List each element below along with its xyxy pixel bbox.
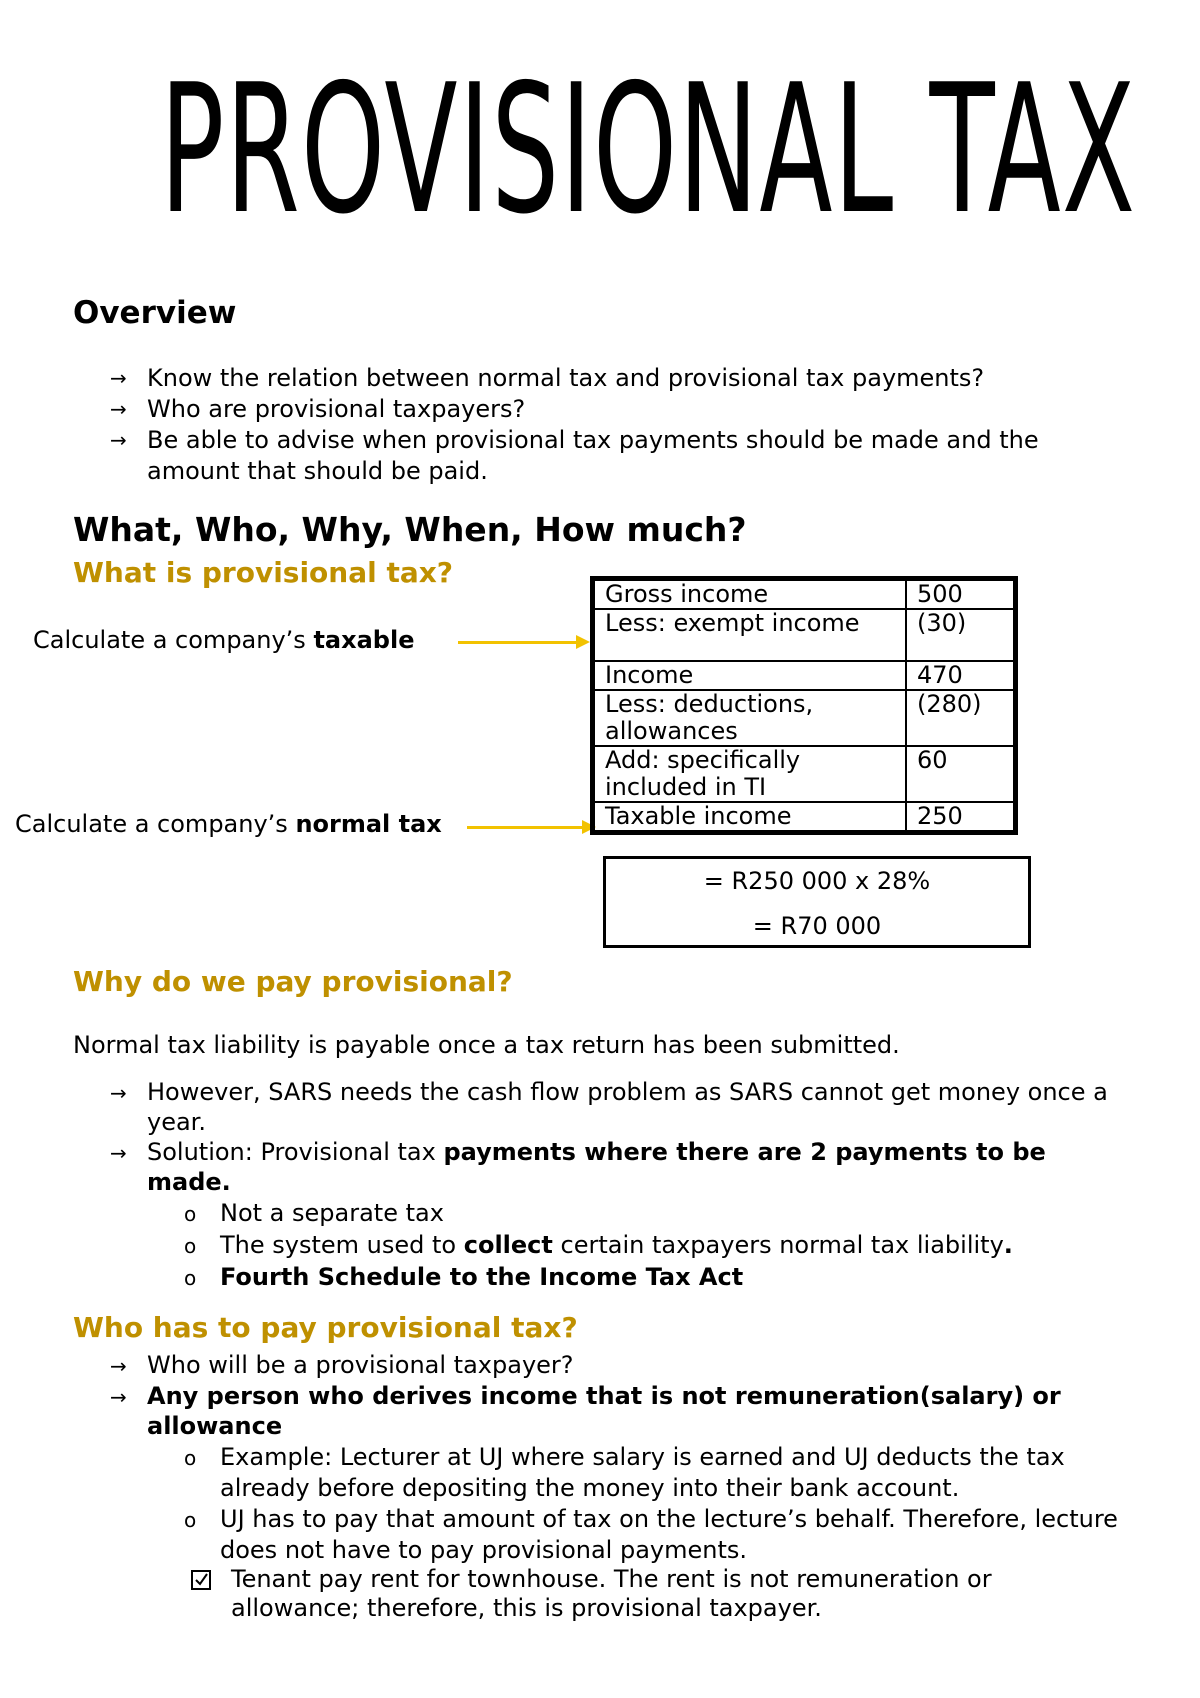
- table-cell-label: Gross income: [593, 579, 907, 610]
- arrow-bullet-icon: →: [110, 1141, 127, 1165]
- arrow-bullet-icon: →: [110, 428, 127, 452]
- who-subitem: UJ has to pay that amount of tax on the lecture’s behalf. Therefore, lecture: [220, 1505, 1118, 1533]
- table-cell-label: Less: deductions, allowances: [593, 690, 907, 746]
- why-item-continued: year.: [147, 1108, 206, 1136]
- circle-bullet-icon: o: [184, 1446, 197, 1470]
- table-cell-label: Taxable income: [593, 802, 907, 833]
- why-item: Solution: Provisional tax payments where there are 2 payments to be: [147, 1138, 1046, 1166]
- circle-bullet-icon: o: [184, 1266, 197, 1290]
- why-intro: Normal tax liability is payable once a tax return has been submitted.: [73, 1031, 900, 1059]
- who-subitem-continued: already before depositing the money into their bank account.: [220, 1474, 960, 1502]
- label-normal-tax: Calculate a company’s normal tax: [15, 810, 442, 838]
- table-cell-value: 60: [906, 746, 1016, 802]
- table-cell-value: (280): [906, 690, 1016, 746]
- table-row: [593, 609, 1016, 661]
- who-subitem: Example: Lecturer at UJ where salary is earned and UJ deducts the tax: [220, 1443, 1065, 1471]
- checked-box-icon: [191, 1570, 211, 1590]
- table-row: [593, 802, 1016, 833]
- who-item: Any person who derives income that is not remuneration(salary) or: [147, 1382, 1061, 1410]
- who-check-item: Tenant pay rent for townhouse. The rent is not remuneration or: [231, 1565, 992, 1593]
- table-cell-value: 470: [906, 661, 1016, 690]
- arrow-bullet-icon: →: [110, 397, 127, 421]
- table-row: [593, 690, 1016, 746]
- who-item-continued: allowance: [147, 1412, 283, 1440]
- label-taxable: Calculate a company’s taxable: [33, 626, 415, 654]
- calc-line: = R70 000: [752, 912, 882, 940]
- connector-arrow: [467, 826, 582, 829]
- table-cell-value: (30): [906, 609, 1016, 661]
- circle-bullet-icon: o: [184, 1202, 197, 1226]
- overview-item: Be able to advise when provisional tax payments should be made and the: [147, 426, 1039, 454]
- taxable-income-table: [590, 576, 1018, 835]
- arrow-bullet-icon: →: [110, 1081, 127, 1105]
- circle-bullet-icon: o: [184, 1508, 197, 1532]
- arrow-bullet-icon: →: [110, 366, 127, 390]
- why-heading: Why do we pay provisional?: [73, 965, 513, 998]
- arrow-bullet-icon: →: [110, 1354, 127, 1378]
- why-subitem: The system used to collect certain taxpayers normal tax liability.: [220, 1231, 1013, 1259]
- why-item-continued: made.: [147, 1168, 231, 1196]
- table-row: [593, 746, 1016, 802]
- page-title: PROVISIONAL TAX: [160, 46, 1137, 253]
- overview-item: Know the relation between normal tax and provisional tax payments?: [147, 364, 985, 392]
- who-check-item-continued: allowance; therefore, this is provisional taxpayer.: [231, 1594, 822, 1622]
- calc-line: = R250 000 x 28%: [703, 867, 931, 895]
- what-heading: What is provisional tax?: [73, 556, 454, 589]
- arrow-bullet-icon: →: [110, 1385, 127, 1409]
- who-heading: Who has to pay provisional tax?: [73, 1311, 578, 1344]
- main-heading: What, Who, Why, When, How much?: [73, 510, 747, 549]
- table-row: [593, 661, 1016, 690]
- who-item: Who will be a provisional taxpayer?: [147, 1351, 574, 1379]
- why-item: However, SARS needs the cash flow problem as SARS cannot get money once a: [147, 1078, 1108, 1106]
- tax-calculation-box: [603, 856, 1031, 948]
- table-cell-value: 250: [906, 802, 1016, 833]
- table-row: [593, 579, 1016, 610]
- connector-arrow: [458, 641, 576, 644]
- who-subitem-continued: does not have to pay provisional payments.: [220, 1536, 748, 1564]
- overview-item-continued: amount that should be paid.: [147, 457, 488, 485]
- table-cell-value: 500: [906, 579, 1016, 610]
- overview-item: Who are provisional taxpayers?: [147, 395, 526, 423]
- circle-bullet-icon: o: [184, 1234, 197, 1258]
- overview-heading: Overview: [73, 295, 237, 331]
- arrow-head-icon: [576, 635, 590, 649]
- table-cell-label: Income: [593, 661, 907, 690]
- table-cell-label: Less: exempt income: [593, 609, 907, 661]
- table-cell-label: Add: specifically included in TI: [593, 746, 907, 802]
- why-subitem: Fourth Schedule to the Income Tax Act: [220, 1263, 744, 1291]
- why-subitem: Not a separate tax: [220, 1199, 444, 1227]
